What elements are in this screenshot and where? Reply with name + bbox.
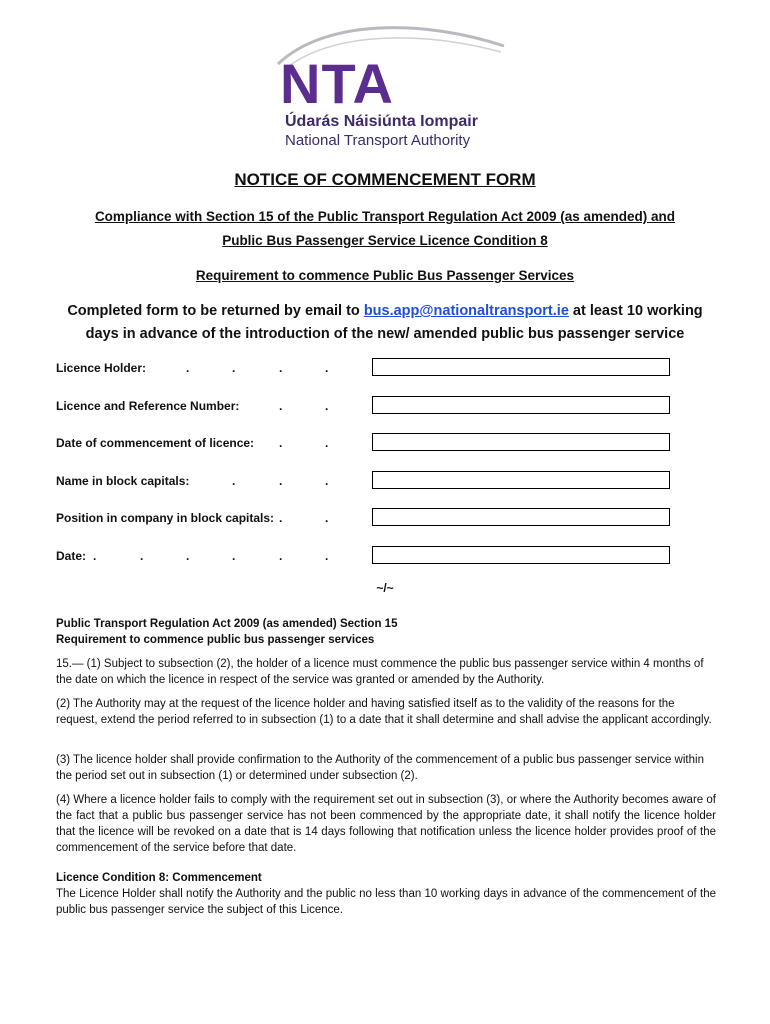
requirement-heading: Requirement to commence Public Bus Passenger Services: [195, 268, 575, 283]
logo-acronym: NTA: [280, 52, 394, 115]
leader-dot: .: [140, 549, 144, 563]
leader-dot: .: [279, 436, 283, 450]
condition8-heading: Licence Condition 8: Commencement: [56, 872, 262, 884]
licence-holder-label: Licence Holder:: [56, 361, 147, 375]
licence-holder-field[interactable]: [372, 358, 670, 376]
leader-dot: .: [325, 549, 329, 563]
separator: ~/~: [376, 581, 394, 595]
section15-heading-2: Requirement to commence public bus passenger services: [56, 634, 375, 646]
commencement-date-label: Date of commencement of licence:: [56, 436, 255, 450]
licence-reference-field[interactable]: [372, 396, 670, 414]
position-label: Position in company in block capitals:: [56, 511, 275, 525]
leader-dot: .: [232, 361, 236, 375]
condition8-text: The Licence Holder shall notify the Authority and the public no less than 10 working days in advance of the commencement of the public bus passenger service the subject of this Licence.: [56, 888, 716, 916]
nta-logo: [276, 24, 506, 150]
section15-paragraph-4: (4) Where a licence holder fails to comply with the requirement set out in subsection (3), or where the Authority becomes aware of the fact that a public bus passenger service has not been commenced by the appropriate date, it shall notify the licence holder that the licence will be revoked on a date that is 14 days following that notification unless the licence holder provides proof of the commencement of the service before that date.: [56, 794, 716, 854]
subtitle-line-1: Compliance with Section 15 of the Public Transport Regulation Act 2009 (as amended) and: [94, 209, 676, 224]
leader-dot: .: [93, 549, 97, 563]
date-field[interactable]: [372, 546, 670, 564]
logo-english-name: National Transport Authority: [285, 132, 471, 149]
section15-paragraph-1: 15.— (1) Subject to subsection (2), the holder of a licence must commence the public bus passenger service within 4 months of the date on which the licence in respect of the service was granted or amended by the Authority.: [56, 658, 704, 686]
leader-dot: .: [232, 474, 236, 488]
leader-dot: .: [325, 474, 329, 488]
leader-dot: .: [325, 511, 329, 525]
email-link[interactable]: bus.app@nationaltransport.ie: [363, 303, 569, 319]
instruction-line-2: days in advance of the introduction of the new/ amended public bus passenger service: [85, 326, 685, 342]
leader-dot: .: [279, 549, 283, 563]
leader-dot: .: [186, 549, 190, 563]
name-block-capitals-label: Name in block capitals:: [56, 474, 190, 488]
logo-irish-name: Údarás Náisiúnta Iompair: [285, 113, 478, 130]
instruction-text-post: at least 10 working: [568, 303, 703, 319]
licence-reference-label: Licence and Reference Number:: [56, 399, 240, 413]
instruction-text-pre: Completed form to be returned by email to: [67, 303, 364, 319]
leader-dot: .: [279, 474, 283, 488]
commencement-date-field[interactable]: [372, 433, 670, 451]
instruction-line-1: [0, 303, 770, 319]
position-field[interactable]: [372, 508, 670, 526]
date-label: Date:: [56, 549, 87, 563]
section15-heading-1: Public Transport Regulation Act 2009 (as amended) Section 15: [56, 618, 398, 630]
leader-dot: .: [325, 399, 329, 413]
leader-dot: .: [325, 361, 329, 375]
leader-dot: .: [232, 549, 236, 563]
name-block-capitals-field[interactable]: [372, 471, 670, 489]
leader-dot: .: [186, 361, 190, 375]
page-title: NOTICE OF COMMENCEMENT FORM: [234, 170, 536, 189]
leader-dot: .: [325, 436, 329, 450]
leader-dot: .: [279, 511, 283, 525]
leader-dot: .: [279, 399, 283, 413]
subtitle-line-2: Public Bus Passenger Service Licence Condition 8: [222, 233, 548, 248]
section15-paragraph-3: (3) The licence holder shall provide confirmation to the Authority of the commencement of a public bus passenger service within the period set out in subsection (1) or determined under subsection (2).: [56, 754, 704, 782]
section15-paragraph-2: (2) The Authority may at the request of the licence holder and having satisfied itself as to the validity of the reasons for the request, extend the period referred to in subsection (1) to a date that it shall determine and shall advise the applicant accordingly.: [56, 698, 712, 726]
leader-dot: .: [279, 361, 283, 375]
